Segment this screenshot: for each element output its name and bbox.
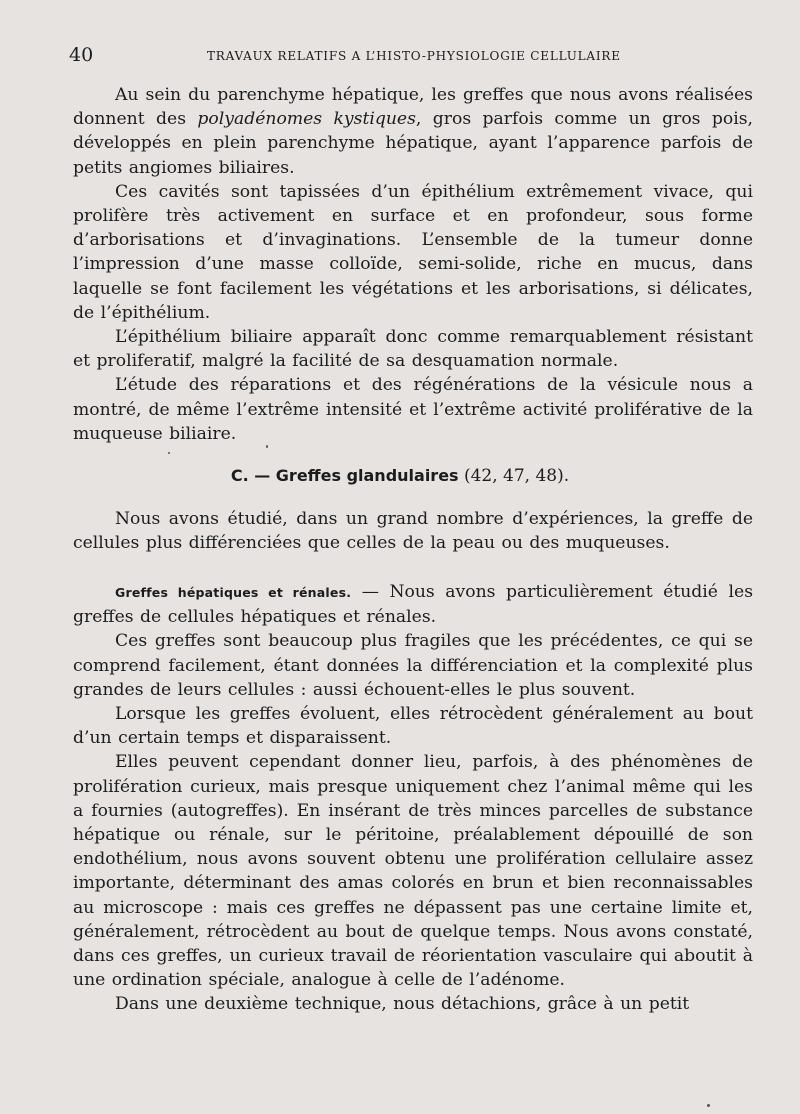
paragraph-text: , gros parfois comme un gros pois, développés en plein parenchyme hépatique, ayant l’apparence parfois de petits angiomes biliaires. [73,109,754,178]
section-hepatic-renal [73,580,753,1017]
run-in-heading: Greffes hépatiques et rénales. [115,585,352,600]
section-biliary-grafts [73,83,753,446]
paragraph-text: Au sein du parenchyme hépatique, les greffes que nous avons réalisées donnent des [73,85,753,130]
paper-speck [168,452,170,454]
paragraph-intro: Nous avons étudié, dans un grand nombre d’expériences, la greffe de cellules plus différenciées que celles de la peau ou des muqueuses. [73,509,753,554]
paper-speck [266,445,268,448]
paragraph-hepatic-renal-lead [73,580,753,629]
paragraph-resistance: L’épithélium biliaire apparaît donc comme remarquablement résistant et proliferatif, malgré la facilité de sa desquamation normale. [73,327,753,372]
paragraph-second-technique: Dans une deuxième technique, nous détachions, grâce à un petit [115,994,690,1015]
running-title: TRAVAUX RELATIFS A L’HISTO-PHYSIOLOGIE CELLULAIRE [207,49,621,63]
italic-term: polyadénomes kystiques [197,109,416,130]
paragraph-regression: Lorsque les greffes évoluent, elles rétrocèdent généralement au bout d’un certain temps et disparaissent. [73,704,753,749]
section-heading [0,466,800,486]
heading-references: (42, 47, 48). [458,466,570,486]
paragraph-text: — Nous avons particulièrement étudié les greffes de cellules hépatiques et rénales. [73,582,754,628]
heading-title: C. — Greffes glandulaires [230,466,459,485]
paragraph-fragility: Ces greffes sont beaucoup plus fragiles que les précédentes, ce qui se comprend facilement, étant données la différenciation et la complexité plus grandes de leurs cellules : aussi échouent-elles le plus souvent. [73,631,753,700]
paper-speck [707,1104,710,1107]
paragraph-epithelium: Ces cavités sont tapissées d’un épithélium extrêmement vivace, qui prolifère très activement en surface et en profondeur, sous forme d’arborisations et d’invaginations. L’ensemble de la tumeur donne l’impression d’une masse colloïde, semi-solide, riche en mucus, dans laquelle se font facilement les végétations et les arborisations, si délicates, de l’épithélium. [73,181,753,323]
paragraph-polyadenomes [73,83,753,180]
page-number: 40 [69,44,94,66]
paragraph-regeneration: L’étude des réparations et des régénérations de la vésicule nous a montré, de même l’extrême intensité et l’extrême activité proliférative de la muqueuse biliaire. [73,375,753,444]
paragraph-proliferation: Elles peuvent cependant donner lieu, parfois, à des phénomènes de prolifération curieux, mais presque uniquement chez l’animal même qui les a fournies (autogreffes). En insérant de très minces parcelles de substance hépatique ou rénale, sur le péritoine, préalablement dépouillé de son endothélium, nous avons souvent obtenu une prolifération cellulaire assez importante, déterminant des amas colorés en brun et bien reconnaissables au microscope : mais ces greffes ne dépassent pas une certaine limite et, généralement, rétrocèdent au bout de quelque temps. Nous avons constaté, dans ces greffes, un curieux travail de réorientation vasculaire qui aboutit à une ordination spéciale, analogue à celle de l’adénome. [73,752,753,991]
section-glandular-grafts [73,507,753,555]
